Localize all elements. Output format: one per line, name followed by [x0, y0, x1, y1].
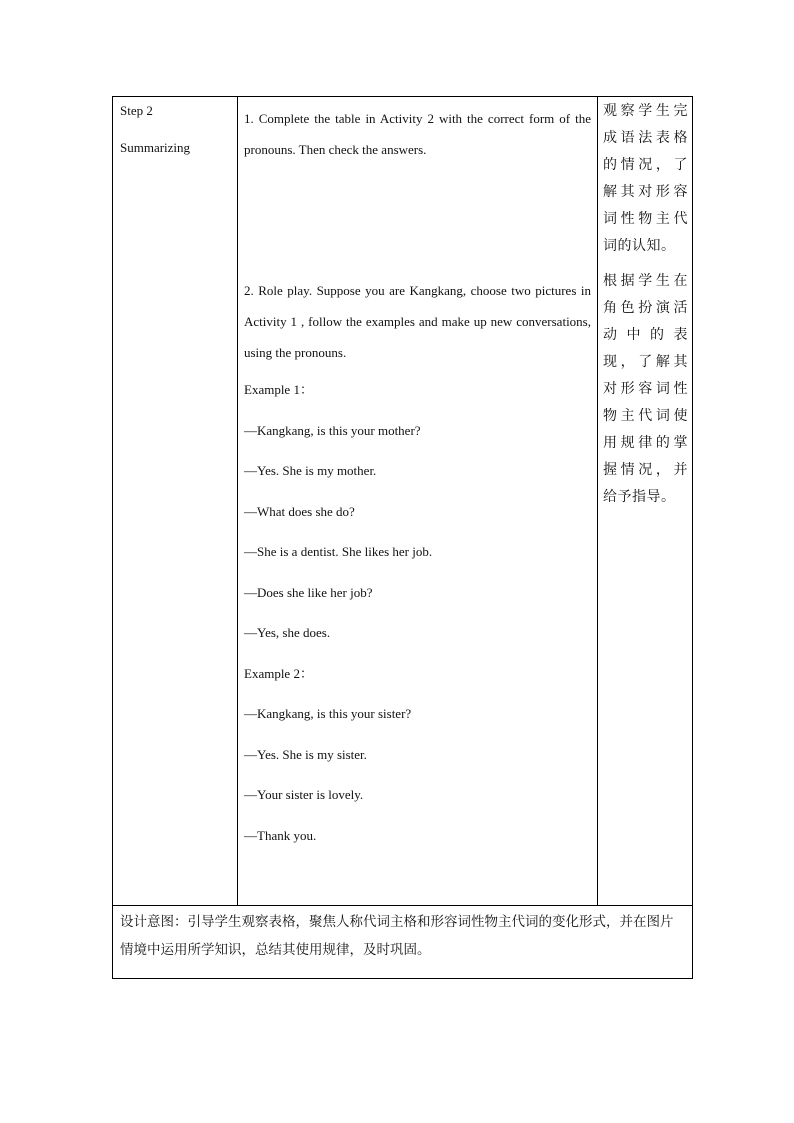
activity-cell — [238, 97, 598, 906]
dialogue-line: —Yes. She is my sister. — [244, 746, 367, 762]
example-1-label: Example 1： — [244, 382, 313, 397]
dialogue-line: —What does she do? — [244, 503, 355, 519]
activity-2-text: 2. Role play. Suppose you are Kangkang, choose two pictures in Activity 1 , follow the examples and make up new conversations, using the pronouns. — [244, 283, 591, 360]
assessment-note-1: 观察学生完成语法表格的情况，了解其对形容词性物主代词的认知。 — [603, 103, 688, 254]
design-intent: 设计意图：引导学生观察表格，聚焦人称代词主格和形容词性物主代词的变化形式，并在图片情境中运用所学知识，总结其使用规律，及时巩固。 — [113, 906, 693, 979]
assessment-cell — [598, 97, 693, 906]
dialogue-line: —Kangkang, is this your mother? — [244, 422, 421, 438]
step-name: Summarizing — [120, 140, 191, 155]
step-cell — [113, 97, 238, 906]
dialogue-line: —Does she like her job? — [244, 584, 373, 600]
step-row — [113, 97, 693, 906]
dialogue-line: —Yes. She is my mother. — [244, 463, 377, 478]
dialogue-line: —She is a dentist. She likes her job. — [244, 544, 433, 559]
step-number: Step 2 — [120, 103, 153, 118]
dialogue-line: —Thank you. — [244, 827, 317, 843]
dialogue-line: —Kangkang, is this your sister? — [244, 706, 412, 721]
design-intent-row — [113, 906, 693, 979]
dialogue-line: —Your sister is lovely. — [244, 787, 364, 802]
dialogue-line: —Yes, she does. — [244, 625, 331, 640]
assessment-note-2: 根据学生在角色扮演活动中的表现，了解其对形容词性物主代词使用规律的掌握情况，并给予指导。 — [603, 273, 688, 505]
example-2-label: Example 2： — [244, 665, 313, 681]
lesson-plan-table — [112, 96, 693, 979]
activity-1-text: 1. Complete the table in Activity 2 with the correct form of the pronouns. Then check the answers. — [244, 111, 591, 157]
